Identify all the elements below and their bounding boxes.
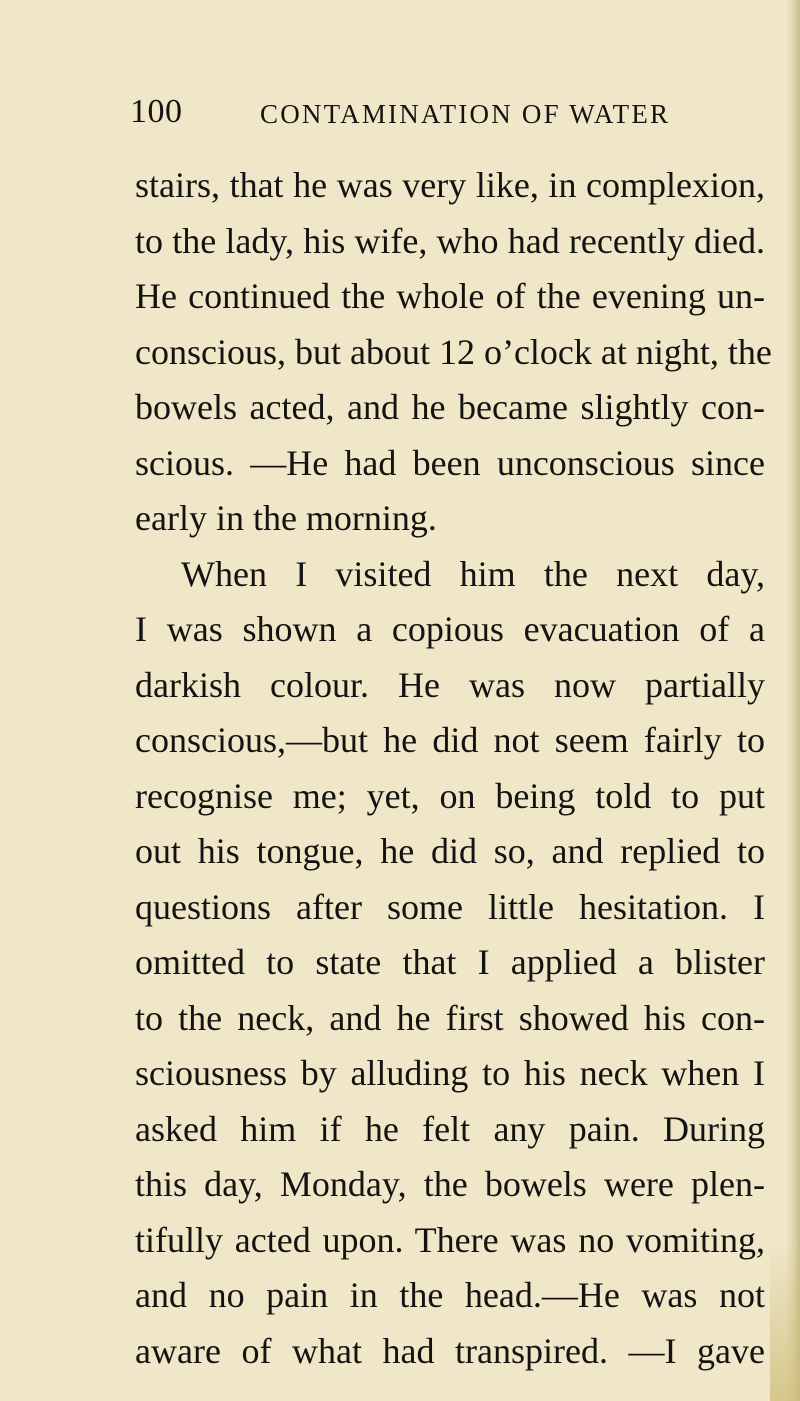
text-line: this day, Monday, the bowels were plen-: [135, 1164, 765, 1204]
text-line: and no pain in the head.—He was not: [135, 1275, 765, 1315]
text-line: bowels acted, and he became slightly con-: [135, 387, 765, 427]
text-line: sciousness by alluding to his neck when I: [135, 1053, 765, 1093]
text-line: aware of what had transpired. —I gave: [135, 1330, 765, 1371]
text-line: conscious, but about 12 o’clock at night, the: [135, 331, 772, 372]
page-number: 100: [130, 93, 183, 130]
text-line: He continued the whole of the evening un-: [135, 276, 765, 316]
running-head: [130, 92, 770, 132]
text-line: early in the morning.: [135, 498, 437, 538]
text-line: recognise me; yet, on being told to put: [135, 775, 765, 816]
text-line: tifully acted upon. There was no vomiting,: [135, 1219, 765, 1260]
page-corner-stain: [770, 1241, 800, 1401]
text-line: conscious,—but he did not seem fairly to: [135, 720, 765, 760]
text-line: omitted to state that I applied a blister: [135, 942, 765, 982]
text-line: scious. —He had been unconscious since: [135, 442, 765, 483]
text-line: When I visited him the next day,: [181, 553, 765, 594]
text-line: questions after some little hesitation. I: [135, 886, 765, 927]
body-text: [135, 158, 772, 1379]
text-line: asked him if he felt any pain. During: [135, 1108, 765, 1149]
text-line: to the lady, his wife, who had recently died.: [135, 220, 765, 261]
text-line: I was shown a copious evacuation of a: [135, 609, 765, 649]
text-line: stairs, that he was very like, in complexion,: [135, 165, 765, 205]
running-title: CONTAMINATION OF WATER: [260, 99, 671, 129]
page-edge-shadow: [786, 0, 800, 1401]
text-line: to the neck, and he first showed his con-: [135, 997, 765, 1038]
text-line: darkish colour. He was now partially: [135, 664, 765, 705]
text-line: out his tongue, he did so, and replied to: [135, 831, 765, 871]
